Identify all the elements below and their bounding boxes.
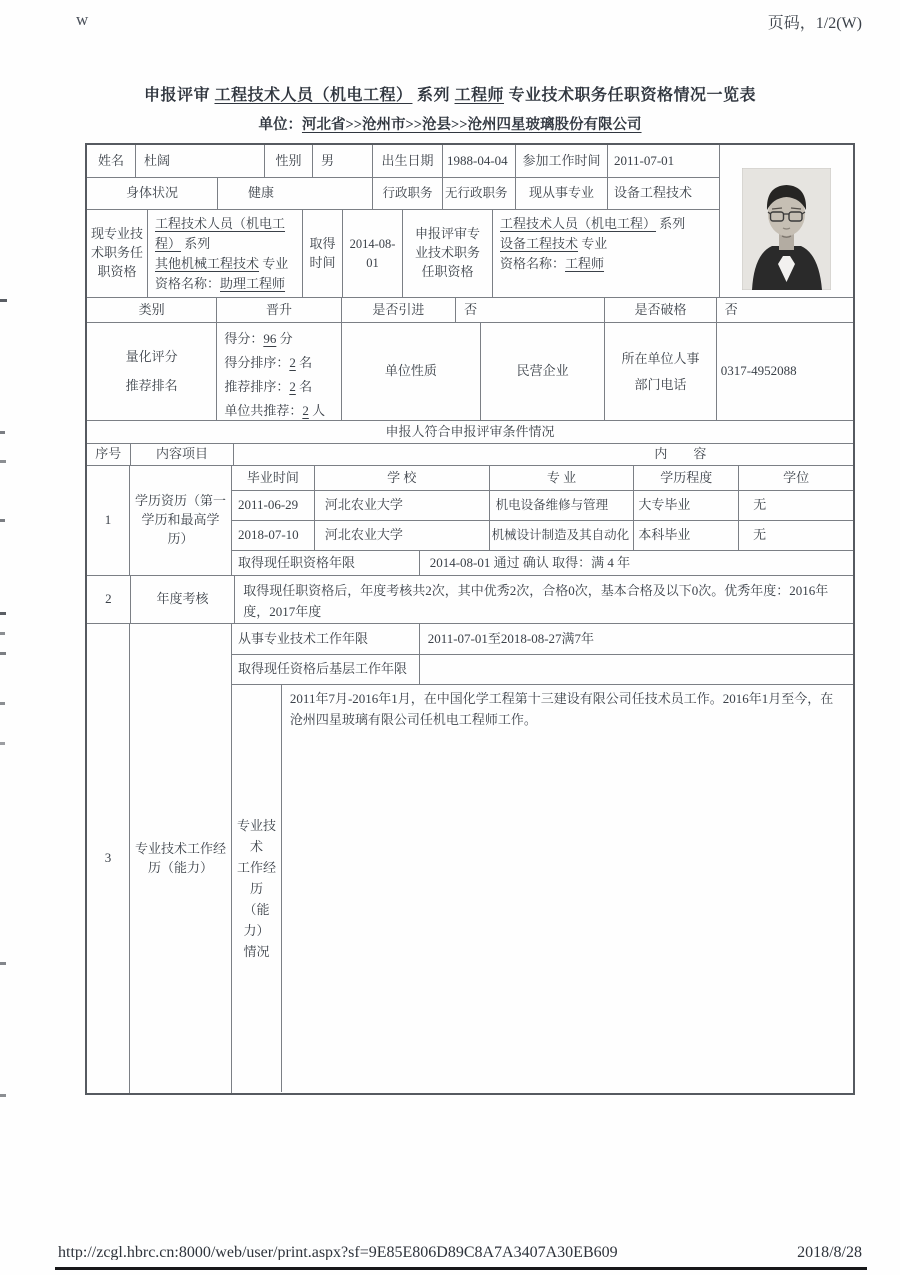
current-qual-major: 其他机械工程技术 [155,256,260,272]
edu-1-major: 机电设备维修与管理 [489,491,634,520]
edu-2-date: 2018-07-10 [238,527,299,543]
edu-header-row [232,466,853,490]
current-qual-label: 现专业技术职务任职资格 [91,226,144,279]
exception-label: 是否破格 [604,298,715,322]
row-column-headers [87,443,853,465]
scan-bottom-edge [55,1267,867,1270]
apply-qual-content [492,210,719,297]
edu-2-school: 河北农业大学 [314,521,489,550]
scan-artifact [0,652,6,655]
score-line-0-label: 得分： [224,331,264,346]
edu-term-label: 取得现任职资格年限 [238,555,356,571]
section-1-item: 学历资历（第一学历和最高学历） [129,466,231,575]
title-rank-underlined: 工程师 [454,87,505,104]
name-label: 姓名 [97,152,124,168]
current-major-value: 设备工程技术 [607,178,719,209]
admin-duty-label: 行政职务 [372,178,442,209]
obtain-time-label: 取得时间 [302,210,342,297]
exp-label-l6: 情况 [243,944,270,959]
education-subtable [231,466,853,575]
scan-artifact [0,612,6,615]
exp-years-row [232,624,853,654]
score-line-3-unit: 人 [308,403,326,419]
unit-line [0,113,900,134]
work-start-label: 参加工作时间 [515,145,607,177]
score-line-0-unit: 分 [276,331,293,346]
apply-qual-major-suffix: 专业 [578,236,608,252]
current-qual-series-suffix: 系列 [181,236,211,252]
section-1-no: 1 [104,512,112,528]
edu-header-major: 专 业 [489,466,634,490]
experience-subtable [231,624,853,1093]
content-header-char-2: 容 [693,446,707,462]
exp-years-value: 2011-07-01至2018-08-27满7年 [419,624,853,654]
edu-header-level: 学历程度 [633,466,738,490]
phone-label-line2: 部门电话 [634,376,687,392]
exp-label-l0: 专业技 [236,818,276,833]
exp-base-row [232,654,853,684]
row-conditions-header [87,420,853,443]
import-label: 是否引进 [341,298,455,322]
col-no-header: 序号 [95,446,122,462]
page-number-label: 页码，1/2(W) [767,15,862,32]
applicant-photo [742,168,831,290]
section-experience [87,623,853,1093]
gender-value: 男 [312,145,372,177]
apply-qual-major: 设备工程技术 [500,236,579,252]
current-qual-content [147,210,302,297]
row-category [87,297,853,322]
unit-value-underlined: 河北省>>沧州市>>沧县>>沧州四星玻璃股份有限公司 [301,117,642,133]
apply-qual-cert-value: 工程师 [565,256,605,272]
scan-artifact [0,702,5,705]
exp-label-l1: 术 [249,839,263,854]
assessment-content: 取得现任职资格后，年度考核共2次，其中优秀2次，合格0次，基本合格及以下0次。优秀年度：2016年度，2017年度 [234,576,853,623]
exp-label-l2: 工作经 [236,860,276,875]
apply-qual-series-suffix: 系列 [656,216,686,231]
row-qualifications [87,209,719,297]
conditions-header: 申报人符合申报评审条件情况 [385,423,555,439]
edu-row-1 [232,490,853,520]
edu-header-degree: 学位 [738,466,853,490]
scan-artifact [0,431,5,434]
section-3-no: 3 [104,850,112,866]
admin-duty-value: 无行政职务 [442,178,515,209]
score-line-2-value: 2 [289,379,296,395]
title-prefix: 申报评审 [143,87,215,104]
edu-term-row [232,550,853,576]
exp-detail-label [232,685,281,1092]
apply-qual-label: 申报评审专业技术职务任职资格 [402,210,492,297]
birth-value: 1988-04-04 [442,145,515,177]
birth-label: 出生日期 [372,145,442,177]
unit-type-label: 单位性质 [341,323,480,420]
scan-artifact [0,962,6,965]
exp-detail-row [232,684,853,1092]
current-qual-series: 工程技术人员（机电工程） [155,216,286,252]
gender-label: 性别 [264,145,312,177]
col-item-header: 内容项目 [130,444,234,465]
score-line-3-label: 单位共推荐： [224,403,303,419]
edu-2-degree: 无 [738,521,853,550]
footer-date: 2018/8/28 [797,1244,862,1260]
edu-1-level: 大专毕业 [633,491,738,520]
current-qual-major-suffix: 专业 [259,256,289,272]
score-line-1-value: 2 [289,355,296,371]
title-series-underlined: 工程技术人员（机电工程） [214,87,413,104]
scan-artifact [0,299,7,302]
title-suffix: 专业技术职务任职资格情况一览表 [504,87,757,104]
exception-value: 否 [716,298,853,322]
scan-artifact [0,742,5,745]
scan-artifact [0,519,5,522]
top-block [87,145,853,297]
score-line-3-value: 2 [302,403,309,419]
category-value: 晋升 [216,298,340,322]
score-label-line1: 量化评分 [125,348,178,364]
phone-label-line1: 所在单位人事 [621,350,700,366]
unit-type-value: 民营企业 [480,323,604,420]
section-education [87,465,853,575]
photo-cell [719,145,853,297]
section-assessment [87,575,853,623]
phone-value: 0317-4952088 [716,323,853,420]
name-value: 杜阔 [135,145,264,177]
phone-label [604,323,715,420]
current-qual-cert-label: 资格名称： [155,276,221,292]
section-2-item: 年度考核 [130,576,234,623]
unit-label: 单位： [258,117,302,133]
apply-qual-cert-label: 资格名称： [500,256,566,272]
scan-artifact [0,460,6,463]
scan-artifact [0,632,5,635]
score-line-unit-total [224,399,333,423]
main-table [85,143,855,1095]
document-title [0,82,900,105]
edu-1-school: 河北农业大学 [314,491,489,520]
score-line-total [224,327,333,351]
score-line-1-unit: 名 [295,355,313,371]
edu-2-level: 本科毕业 [633,521,738,550]
footer-line [58,1241,864,1260]
score-block-label [87,323,216,420]
edu-term-value: 2014-08-01 通过 确认 取得：满 4 年 [419,551,853,576]
apply-qual-series: 工程技术人员（机电工程） [500,216,657,231]
exp-base-value [419,655,853,684]
edu-1-date: 2011-06-29 [238,497,299,513]
score-label-line2: 推荐排名 [125,377,178,393]
score-line-recommend [224,375,333,399]
score-line-2-label: 推荐排序： [224,379,290,395]
scan-artifact [0,1094,6,1097]
edu-2-major: 机械设计制造及其自动化 [489,521,634,550]
edu-header-date: 毕业时间 [246,469,299,485]
work-start-value: 2011-07-01 [607,145,719,177]
current-major-label: 现从事专业 [515,178,607,209]
scan-corner-mark: w [76,10,89,29]
col-content-header [233,444,853,465]
exp-years-label: 从事专业技术工作年限 [238,630,369,646]
row-score [87,322,853,420]
obtain-time-value: 2014-08-01 [342,210,402,297]
edu-1-degree: 无 [738,491,853,520]
content-header-char-1: 内 [654,446,668,462]
footer-url: http://zcgl.hbrc.cn:8000/web/user/print.aspx?sf=9E85E806D89C8A7A3407A30EB609 [58,1244,618,1260]
category-label: 类别 [138,301,165,317]
current-qual-cert-value: 助理工程师 [220,276,286,292]
health-label: 身体状况 [125,185,178,201]
title-mid: 系列 [412,87,455,104]
exp-detail-content: 2011年7月-2016年1月，在中国化学工程第十三建设有限公司任技术员工作。2016年1月至今，在沧州四星玻璃有限公司任机电工程师工作。 [281,685,853,1092]
exp-label-l3: 历 [249,881,263,896]
exp-label-l5: 力） [243,923,270,938]
exp-base-label: 取得现任资格后基层工作年限 [238,661,408,677]
exp-label-l4: （能 [243,902,270,917]
edu-row-2 [232,520,853,550]
score-line-rank [224,351,333,375]
edu-header-school: 学 校 [314,466,489,490]
score-line-1-label: 得分排序： [224,355,290,371]
health-value: 健康 [217,178,372,209]
score-values [216,323,340,420]
row-basic-2 [87,177,719,209]
score-line-2-unit: 名 [295,379,313,395]
row-basic-1 [87,145,719,177]
section-3-item: 专业技术工作经历（能力） [129,624,231,1093]
section-2-no: 2 [105,591,112,607]
score-line-0-value: 96 [263,331,277,346]
import-value: 否 [455,298,604,322]
